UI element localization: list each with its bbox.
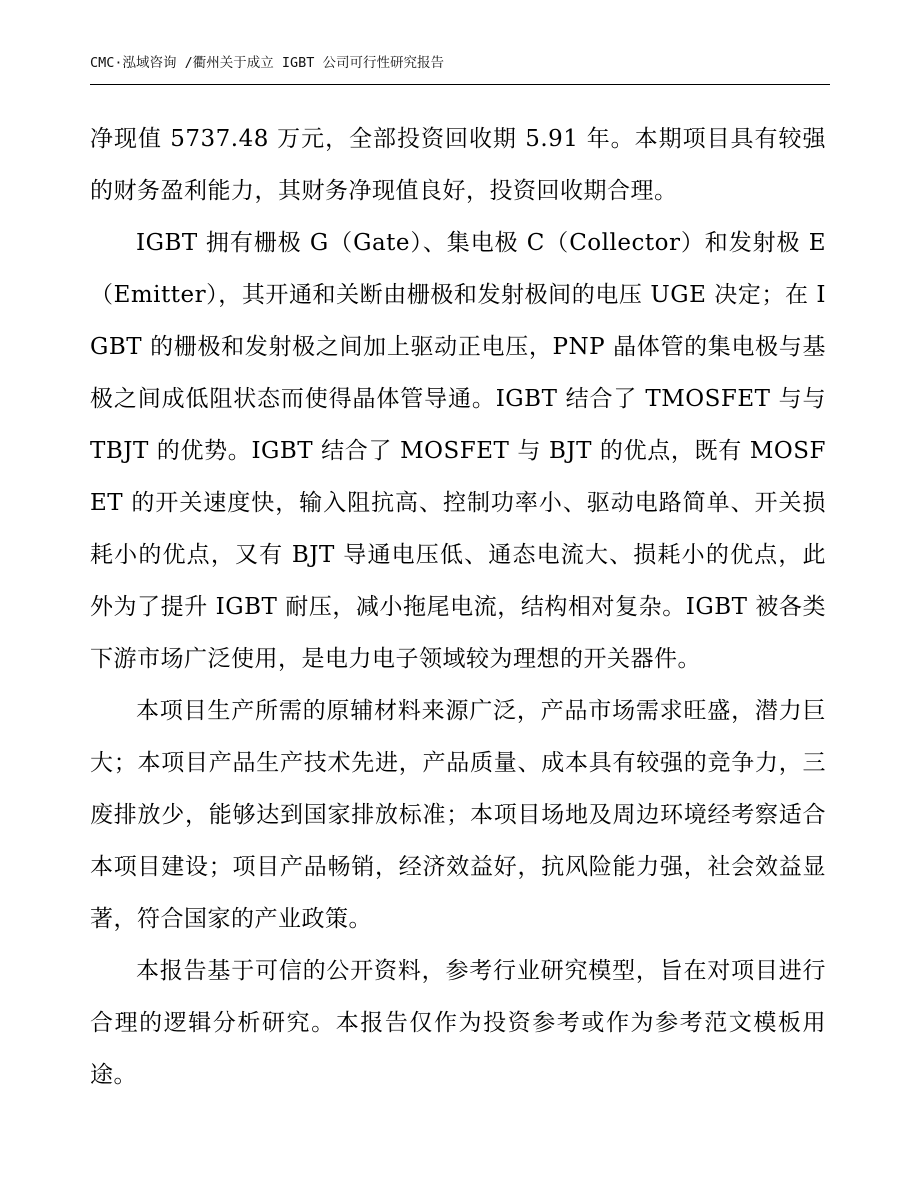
paragraph-project-advantages: 本项目生产所需的原辅材料来源广泛，产品市场需求旺盛，潜力巨大；本项目产品生产技术先进，产品质量、成本具有较强的竞争力，三废排放少，能够达到国家排放标准；本项目场地及周边环境经考察适合本项目建设；项目产品畅销，经济效益好，抗风险能力强，社会效益显著，符合国家的产业政策。 — [90, 698, 826, 932]
paragraph-igbt-description: IGBT 拥有栅极 G（Gate）、集电极 C（Collector）和发射极 E（Emitter），其开通和关断由栅极和发射极间的电压 UGE 决定；在 IGBT 的栅极和发射极之间加上驱动正电压，PNP 晶体管的集电极与基极之间成低阻状态而使得晶体管导通。IGBT 结合了 TMOSFET 与与 TBJT 的优势。IGBT 结合了 MOSFET 与 BJT 的优点，既有 MOSFET 的开关速度快，输入阻抗高、控制功率小、驱动电路简单、开关损耗小的优点，又有 BJT 导通电压低、通态电流大、损耗小的优点，此外为了提升 IGBT 耐压，减小拖尾电流，结构相对复杂。IGBT 被各类下游市场广泛使用，是电力电子领域较为理想的开关器件。 — [90, 230, 826, 672]
paragraph-report-disclaimer: 本报告基于可信的公开资料，参考行业研究模型，旨在对项目进行合理的逻辑分析研究。本报告仅作为投资参考或作为参考范文模板用途。 — [90, 958, 826, 1088]
header-divider — [90, 84, 830, 85]
running-header: CMC·泓域咨询 /衢州关于成立 IGBT 公司可行性研究报告 — [90, 55, 445, 71]
paragraph-financial-summary: 净现值 5737.48 万元，全部投资回收期 5.91 年。本期项目具有较强的财务盈利能力，其财务净现值良好，投资回收期合理。 — [90, 126, 826, 204]
document-body — [90, 113, 826, 1101]
